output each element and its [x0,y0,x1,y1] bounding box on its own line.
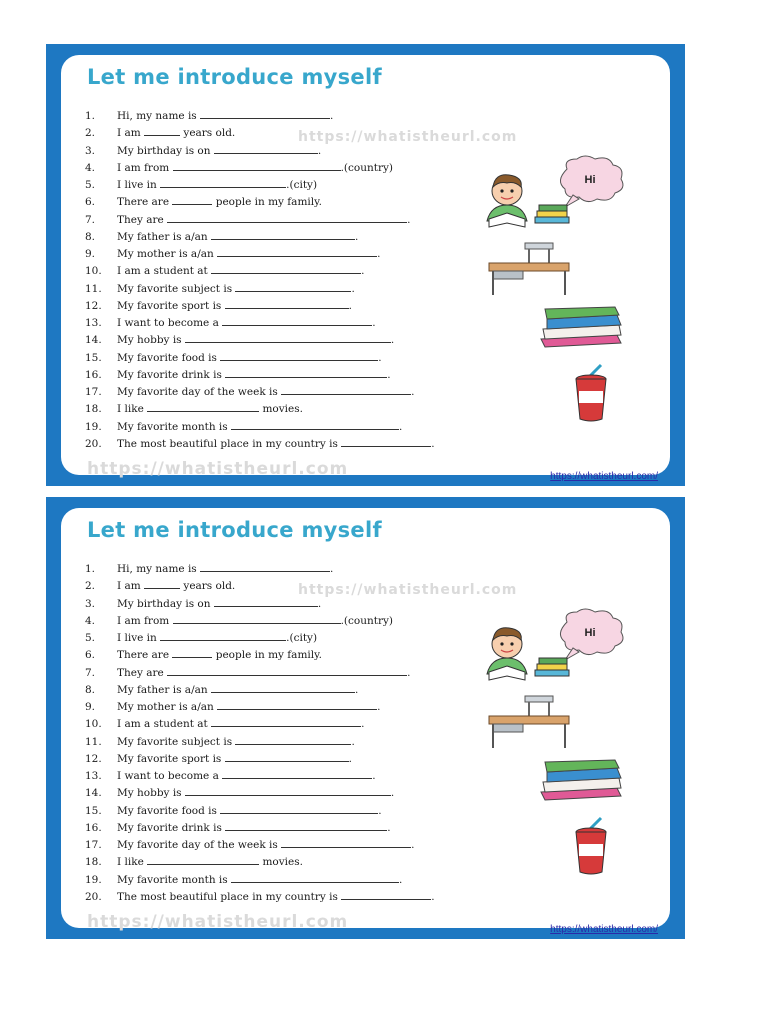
school-desk-icon [485,241,575,297]
question-text: I am from [117,614,173,627]
question-number: 4. [85,614,96,627]
question-number: 10. [85,718,102,731]
answer-blank[interactable] [220,802,378,814]
svg-text:Hi: Hi [584,627,596,639]
answer-blank[interactable] [167,664,407,676]
question-number: 20. [85,437,102,450]
question-item [85,211,435,228]
answer-blank[interactable] [214,142,318,154]
question-item [85,715,435,732]
question-suffix: . [317,144,322,157]
question-number: 14. [85,334,102,347]
answer-blank[interactable] [160,176,286,188]
question-item [85,853,435,870]
question-number: 19. [85,873,102,886]
question-suffix: movies. [259,856,303,869]
question-list [85,107,435,452]
answer-blank[interactable] [281,836,411,848]
school-desk-icon [485,694,575,750]
question-text: They are [117,213,168,226]
question-suffix: . [354,230,359,243]
question-number: 13. [85,317,102,329]
question-suffix: . [390,787,395,800]
question-number: 17. [85,839,102,851]
question-text: My father is a/an [117,230,211,243]
answer-blank[interactable] [144,124,180,136]
question-suffix: . [354,683,359,696]
question-item [85,418,435,435]
question-text: My favorite subject is [117,735,236,748]
question-text: My favorite drink is [117,821,226,834]
answer-blank[interactable] [185,784,391,796]
question-text: They are [117,666,168,679]
question-number: 1. [85,563,96,575]
question-text: I live in [117,632,161,644]
question-text: I am [117,127,145,140]
drink-cup-icon [571,816,611,878]
question-suffix: . [377,701,381,713]
answer-blank[interactable] [147,400,259,412]
worksheet-top [46,44,685,486]
question-number: 12. [85,752,102,765]
answer-blank[interactable] [235,733,351,745]
speech-bubble-icon [560,609,623,660]
question-number: 16. [85,368,102,381]
question-suffix: . [431,890,435,903]
question-text: My favorite day of the week is [117,839,282,851]
question-item [85,142,435,159]
question-item [85,784,435,801]
question-item [85,262,435,279]
question-text: My favorite month is [117,873,232,886]
question-suffix: .(city) [286,632,318,644]
question-suffix: years old. [180,580,236,593]
speech-bubble-icon [560,156,623,207]
answer-blank[interactable] [185,331,391,343]
question-suffix: . [377,248,381,260]
question-number: 3. [85,144,96,157]
book-stack-icon [537,758,627,804]
question-suffix: . [378,804,382,817]
answer-blank[interactable] [222,314,372,326]
question-item [85,366,435,383]
question-number: 18. [85,403,102,416]
question-number: 10. [85,265,102,278]
question-item [85,802,435,819]
question-item [85,629,435,646]
answer-blank[interactable] [147,853,259,865]
question-number: 11. [85,735,102,748]
question-suffix: . [399,873,403,886]
question-item [85,577,435,594]
question-item [85,612,435,629]
question-number: 20. [85,890,102,903]
question-text: I want to become a [117,317,223,329]
question-item [85,280,435,297]
watermark: https://whatistheurl.com [87,459,349,479]
question-number: 3. [85,597,96,610]
question-item [85,331,435,348]
question-text: My favorite day of the week is [117,386,282,398]
question-item [85,176,435,193]
question-text: I am [117,580,145,593]
question-item [85,733,435,750]
question-number: 14. [85,787,102,800]
question-suffix: . [317,597,322,610]
question-number: 17. [85,386,102,398]
answer-blank[interactable] [217,245,377,257]
drink-cup-icon [571,363,611,425]
question-suffix: . [387,368,391,381]
boy-reading-icon [485,155,635,245]
answer-blank[interactable] [214,595,318,607]
question-text: There are [117,196,173,209]
answer-blank[interactable] [231,871,399,883]
question-item [85,435,435,452]
question-item [85,245,435,262]
answer-blank[interactable] [160,629,286,641]
question-text: Hi, my name is [117,110,201,122]
question-item [85,664,435,681]
boy-reading-icon [485,608,635,698]
question-text: My birthday is on [117,144,214,157]
question-item [85,383,435,400]
question-number: 8. [85,683,96,696]
question-number: 2. [85,127,96,140]
question-text: I like [117,403,148,416]
question-item [85,560,435,577]
answer-blank[interactable] [173,159,341,171]
question-text: My hobby is [117,787,185,800]
question-item [85,836,435,853]
question-text: The most beautiful place in my country is [117,437,342,450]
question-item [85,159,435,176]
answer-blank[interactable] [341,888,431,900]
question-text: I live in [117,179,161,191]
question-item [85,698,435,715]
question-number: 5. [85,179,96,191]
question-number: 7. [85,213,96,226]
question-suffix: . [390,334,395,347]
question-number: 7. [85,666,96,679]
worksheet-bottom [46,497,685,939]
question-suffix: . [407,666,411,679]
question-suffix: .(country) [340,161,393,174]
question-suffix: .(country) [340,614,393,627]
question-suffix: movies. [259,403,303,416]
question-number: 12. [85,299,102,312]
answer-blank[interactable] [167,211,407,223]
question-suffix: people in my family. [212,196,322,209]
question-text: I am from [117,161,173,174]
answer-blank[interactable] [225,366,387,378]
question-text: The most beautiful place in my country is [117,890,342,903]
worksheet-title: Let me introduce myself [87,518,382,542]
question-suffix: . [411,839,415,851]
question-list [85,560,435,905]
question-suffix: . [348,752,353,765]
watermark: https://whatistheurl.com [298,582,518,598]
question-suffix: . [330,110,334,122]
question-number: 9. [85,248,96,260]
question-number: 15. [85,351,102,364]
question-text: My favorite month is [117,420,232,433]
question-item [85,297,435,314]
question-item [85,314,435,331]
question-text: Hi, my name is [117,563,201,575]
question-text: I am a student at [117,718,212,731]
answer-blank[interactable] [172,646,212,658]
question-item [85,400,435,417]
question-text: My favorite food is [117,804,221,817]
question-suffix: .(city) [286,179,318,191]
question-number: 8. [85,230,96,243]
question-suffix: years old. [180,127,236,140]
question-suffix: . [387,821,391,834]
question-item [85,107,435,124]
question-text: There are [117,649,173,662]
answer-blank[interactable] [225,750,349,762]
question-number: 19. [85,420,102,433]
question-suffix: . [361,265,365,278]
answer-blank[interactable] [200,107,330,119]
question-item [85,124,435,141]
question-suffix: . [399,420,403,433]
answer-blank[interactable] [217,698,377,710]
question-text: I want to become a [117,770,223,782]
question-number: 9. [85,701,96,713]
answer-blank[interactable] [222,767,372,779]
question-number: 5. [85,632,96,644]
question-text: My favorite food is [117,351,221,364]
book-stack-icon [537,305,627,351]
worksheet-card [61,508,670,935]
answer-blank[interactable] [341,435,431,447]
source-link[interactable]: https://whatistheurl.com/ [550,471,658,482]
svg-text:Hi: Hi [584,174,596,186]
question-item [85,193,435,210]
question-item [85,767,435,784]
question-item [85,871,435,888]
question-number: 18. [85,856,102,869]
question-item [85,595,435,612]
question-item [85,888,435,905]
question-number: 4. [85,161,96,174]
question-number: 11. [85,282,102,295]
question-text: My birthday is on [117,597,214,610]
question-suffix: . [431,437,435,450]
question-suffix: . [411,386,415,398]
question-text: I am a student at [117,265,212,278]
question-number: 6. [85,649,96,662]
answer-blank[interactable] [225,297,349,309]
question-item [85,349,435,366]
question-suffix: . [361,718,365,731]
question-text: My favorite sport is [117,752,225,765]
question-text: My favorite drink is [117,368,226,381]
question-item [85,819,435,836]
question-number: 2. [85,580,96,593]
answer-blank[interactable] [173,612,341,624]
watermark: https://whatistheurl.com [87,912,349,932]
answer-blank[interactable] [144,577,180,589]
question-text: My favorite subject is [117,282,236,295]
question-text: My father is a/an [117,683,211,696]
answer-blank[interactable] [211,228,355,240]
answer-blank[interactable] [231,418,399,430]
question-suffix: . [351,735,355,748]
question-suffix: . [372,317,376,329]
question-number: 16. [85,821,102,834]
answer-blank[interactable] [235,280,351,292]
answer-blank[interactable] [281,383,411,395]
question-number: 15. [85,804,102,817]
answer-blank[interactable] [211,681,355,693]
question-item [85,228,435,245]
source-link[interactable]: https://whatistheurl.com/ [550,924,658,935]
worksheet-card [61,55,670,482]
question-suffix: people in my family. [212,649,322,662]
answer-blank[interactable] [200,560,330,572]
question-number: 1. [85,110,96,122]
question-text: I like [117,856,148,869]
worksheet-title: Let me introduce myself [87,65,382,89]
question-suffix: . [407,213,411,226]
question-number: 13. [85,770,102,782]
answer-blank[interactable] [172,193,212,205]
question-suffix: . [330,563,334,575]
question-number: 6. [85,196,96,209]
answer-blank[interactable] [211,262,361,274]
question-item [85,750,435,767]
question-suffix: . [348,299,353,312]
answer-blank[interactable] [225,819,387,831]
question-suffix: . [351,282,355,295]
question-text: My favorite sport is [117,299,225,312]
answer-blank[interactable] [220,349,378,361]
question-item [85,646,435,663]
question-item [85,681,435,698]
question-text: My mother is a/an [117,701,218,713]
answer-blank[interactable] [211,715,361,727]
question-text: My hobby is [117,334,185,347]
question-text: My mother is a/an [117,248,218,260]
watermark: https://whatistheurl.com [298,129,518,145]
question-suffix: . [378,351,382,364]
question-suffix: . [372,770,376,782]
